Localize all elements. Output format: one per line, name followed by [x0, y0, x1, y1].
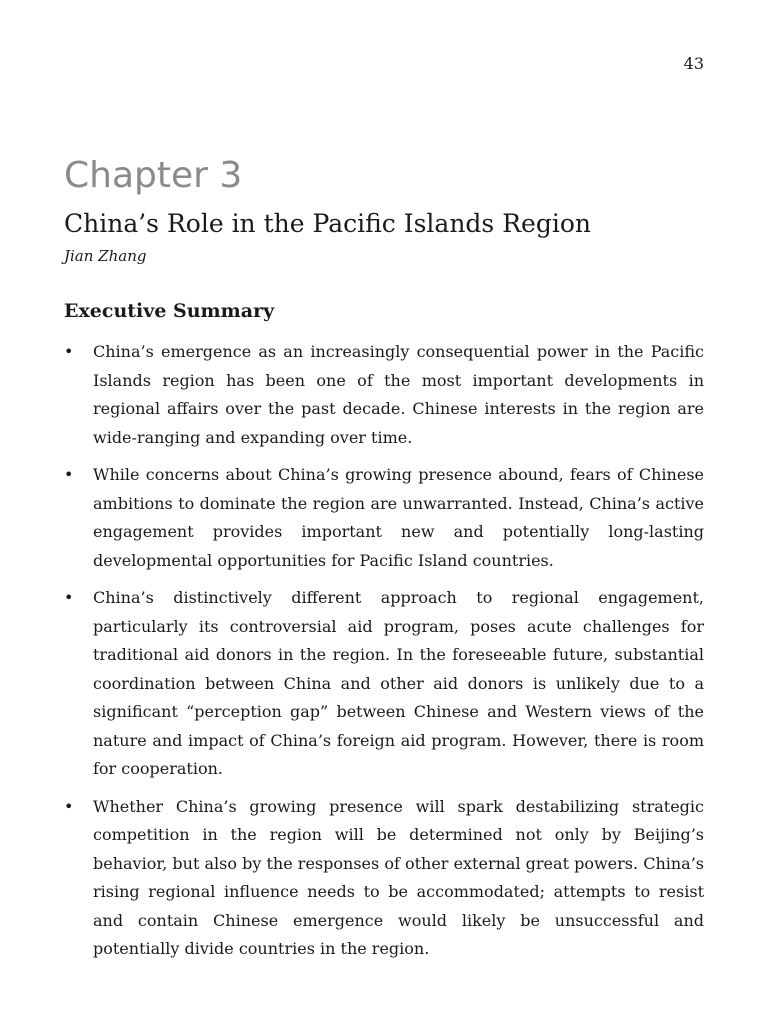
page-number: 43	[683, 54, 704, 73]
chapter-title: China’s Role in the Pacific Islands Region	[64, 209, 591, 238]
summary-bullet-text: China’s distinctively different approach to regional engagement, particularly its controversial aid program, poses acute challenges for traditional aid donors in the region. In the foreseeable future, substantial coordination between China and other aid donors is unlikely due to a significant “perception gap” between Chinese and Western views of the nature and impact of China’s foreign aid program. However, there is room for cooperation.	[93, 588, 704, 778]
summary-bullet-text: China’s emergence as an increasingly consequential power in the Pacific Islands region has been one of the most important developments in regional affairs over the past decade. Chinese interests in the region are wide-ranging and expanding over time.	[93, 342, 704, 447]
summary-bullet-text: Whether China’s growing presence will spark destabilizing strategic competition in the region will be determined not only by Beijing’s behavior, but also by the responses of other external great powers. China’s rising regional influence needs to be accommodated; attempts to resist and contain Chinese emergence would likely be unsuccessful and potentially divide countries in the region.	[93, 796, 704, 958]
executive-summary-heading: Executive Summary	[64, 300, 275, 322]
chapter-label: Chapter 3	[64, 155, 243, 196]
bullet-icon: •	[64, 588, 74, 607]
executive-summary-list	[64, 338, 704, 973]
summary-bullet-item	[64, 338, 704, 452]
summary-bullet-item	[64, 584, 704, 784]
summary-bullet-item	[64, 461, 704, 575]
summary-bullet-item	[64, 793, 704, 964]
bullet-icon: •	[64, 796, 74, 816]
summary-bullet-text: While concerns about China’s growing presence abound, fears of Chinese ambitions to dominate the region are unwarranted. Instead, China’s active engagement provides important new and potentially long-lasting developmental opportunities for Pacific Island countries.	[93, 465, 704, 570]
bullet-icon: •	[64, 342, 74, 361]
chapter-author: Jian Zhang	[64, 247, 147, 265]
bullet-icon: •	[64, 465, 74, 484]
